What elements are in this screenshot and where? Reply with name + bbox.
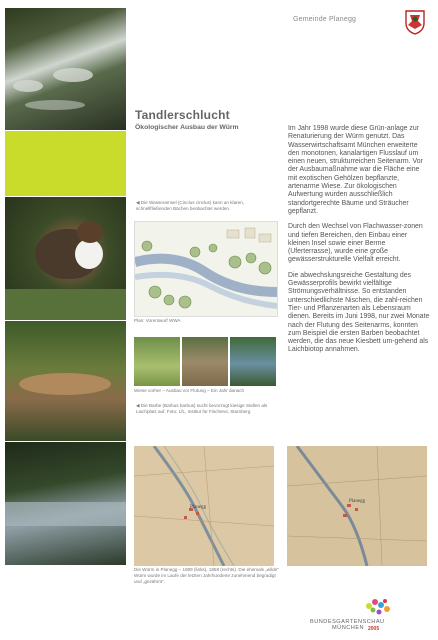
- thumb-construction: [182, 337, 228, 386]
- accent-block: [5, 131, 126, 196]
- credit-text: ·: [1, 568, 5, 569]
- bird-head-shape: [77, 221, 103, 243]
- map-label-right: Planegg: [349, 499, 366, 504]
- mossy-rock-shape: [5, 289, 126, 320]
- water-shape: [25, 100, 85, 110]
- body-paragraph: Durch den Wechsel von Flachwasser-zonen und tiefen Bereichen, den Einbau einer kleinen Insel sowie einer Berme (Uferterrasse), wurde eine große gewässerstrukturelle Vielfalt erreicht.: [288, 223, 423, 264]
- water-shape: [5, 502, 126, 526]
- thumb-one-year-later: [230, 337, 276, 386]
- footer-bga: BUNDESGARTENSCHAU: [310, 619, 385, 625]
- page-title: Tandlerschlucht: [135, 108, 230, 122]
- caption-maps: Die Würm in Planegg – 1809 (links), 1858 (rechts). Die ehemals „wilde“ Würm wurde im Laufe der letzten Jahrhunderte zunehmend begradigt und „gezähmt“.: [134, 567, 279, 584]
- footer-year: 2005: [368, 626, 380, 632]
- river-photo: [5, 8, 126, 130]
- body-paragraph: Die abwechslungsreiche Gestaltung des Gewässerprofils bewirkt vielfältige Strömungsverhältnisse. So entstanden unterschiedlichste Nischen, die zahl-reichen Tier- und Pflanzenarten als Lebensraum dienen. Bereits im Juni 1998, nur zwei Monate nach der Flutung des Seitenarms, konnten zum Beispiel die ersten Barben beobachtet werden, die das neue Kiesbett um-gehend als Laichbiotop annahmen.: [288, 271, 430, 354]
- thumb-meadow-before: [134, 337, 180, 386]
- map-label-left: Planegg: [190, 505, 207, 510]
- page-subtitle: Ökologischer Ausbau der Würm: [135, 124, 239, 131]
- rock-shape: [53, 68, 93, 82]
- caption-wasseramsel: ◀ Die Wasseramsel (Cinclus cinclus) kann an klaren, schnellfließenden Bächen beobachtet werden.: [136, 200, 245, 211]
- bird-bib-shape: [75, 239, 103, 269]
- caption-plan: Plan: Vorentwurf WWA: [134, 318, 181, 323]
- historic-map-1809: [134, 446, 274, 566]
- site-plan-drawing: [134, 221, 278, 317]
- historic-map-1858: [287, 446, 427, 566]
- crest-icon: [404, 9, 426, 35]
- bga-logo-icon: [363, 596, 393, 620]
- barbel-fish-photo: [5, 321, 126, 441]
- rock-shape: [13, 80, 43, 92]
- stream-photo: [5, 442, 126, 565]
- organization-name: Gemeinde Planegg: [293, 16, 357, 23]
- footer-city: MÜNCHEN: [332, 625, 365, 631]
- dipper-bird-photo: [5, 197, 126, 320]
- caption-barbe: ◀ Die Barbe (Barbus barbus) sucht bevorzugt kiesige Stellen als Laichplatz auf. Foto: LfL, Institut für Fischerei, Starnberg: [136, 403, 268, 414]
- caption-thumbnails: Wiese vorher – Ausbau vor Flutung – Ein Jahr danach: [134, 388, 245, 393]
- body-paragraph: Im Jahr 1998 wurde diese Grün-anlage zur Renaturierung der Würm genutzt. Das Wasserwirtschaftsamt München erweiterte den monotonen, kanalartigen Flusslauf um einen neuen, strukturreichen Seitenarm. Vor der Ausbaumaßnahme war die Fläche eine mit exotischen Gehölzen bepflanzte, artenarme Wiese. Zur ökologischen Aufwertung wurden ausschließlich standortgerechte Bäume und Sträucher gepflanzt.: [288, 125, 423, 215]
- fish-shape: [19, 373, 111, 395]
- body-text: [288, 125, 430, 362]
